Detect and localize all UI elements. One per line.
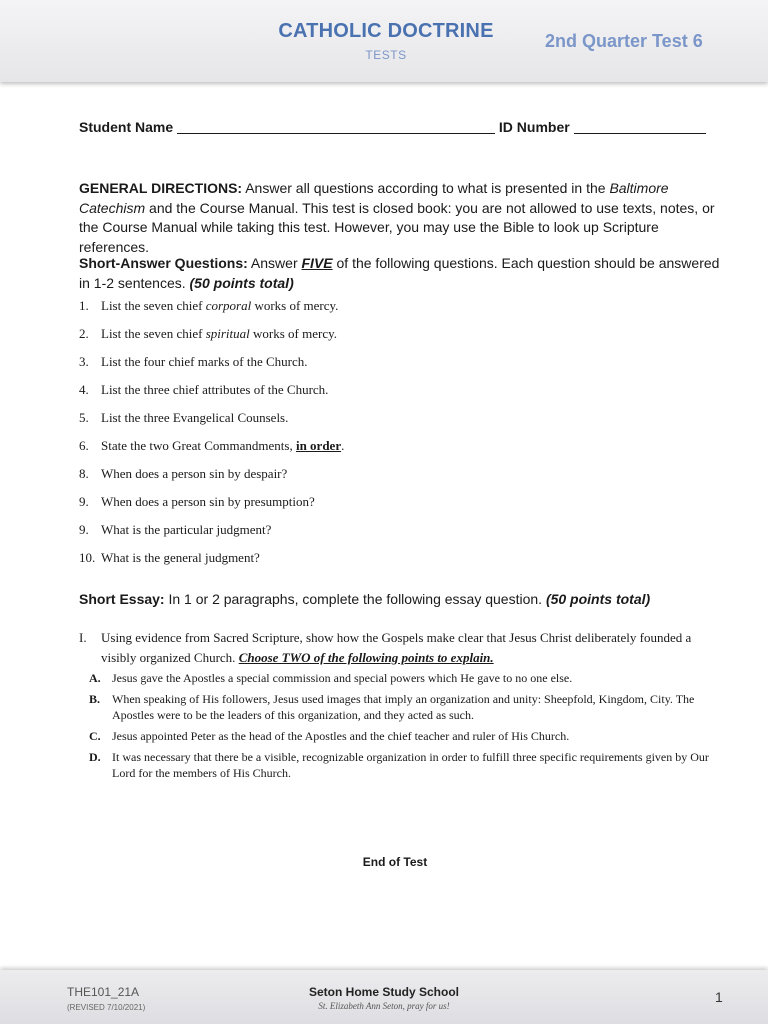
directions-label: GENERAL DIRECTIONS:	[79, 180, 243, 196]
page-footer	[0, 970, 768, 1024]
short-answer-intro	[79, 254, 729, 293]
essay-option-text: It was necessary that there be a visible, recognizable organization in order to fulfill three specific requirements given by Our Lord for the members of His Church.	[112, 750, 709, 780]
question-text	[101, 493, 315, 511]
question-text-main: What is the general judgment?	[101, 550, 260, 565]
question-number: 6.	[79, 438, 89, 453]
directions-text-before: Answer all questions according to what is presented in the	[245, 180, 606, 196]
student-info-line	[79, 119, 739, 135]
general-directions	[79, 179, 729, 257]
page-header	[0, 0, 768, 82]
question-item	[79, 465, 729, 493]
question-item	[79, 549, 729, 577]
id-number-label: ID Number	[498, 119, 570, 135]
question-text-main: List the seven chief	[101, 326, 203, 341]
short-essay-text: In 1 or 2 paragraphs, complete the following essay question.	[168, 591, 543, 607]
question-text	[101, 521, 271, 539]
essay-option	[89, 691, 729, 723]
question-number: 2.	[79, 326, 89, 341]
page-number: 1	[715, 989, 723, 1005]
book-title: Baltimore Catechism	[79, 180, 669, 216]
short-answer-text-after: of the following questions. Each question should be answered in 1-2 sentences.	[79, 255, 720, 291]
question-text-main: List the seven chief	[101, 298, 203, 313]
essay-option-letter: B.	[89, 692, 101, 706]
question-text	[101, 381, 328, 399]
question-number: 9.	[79, 522, 89, 537]
test-name: 2nd Quarter Test 6	[545, 31, 703, 51]
short-essay-points: (50 points total)	[545, 591, 651, 607]
revision-date: (REVISED 7/10/2021)	[67, 1003, 146, 1012]
question-item	[79, 325, 729, 353]
short-essay-label: Short Essay:	[79, 591, 165, 607]
end-of-test: End of Test	[362, 855, 428, 869]
question-number: 3.	[79, 354, 89, 369]
question-text-main: When does a person sin by despair?	[101, 466, 288, 481]
course-title: CATHOLIC DOCTRINE	[278, 20, 494, 42]
essay-option-text: Jesus gave the Apostles a special commission and special powers which He gave to no one else.	[112, 671, 573, 685]
question-number: 10.	[79, 550, 96, 565]
question-item	[79, 381, 729, 409]
question-text-strong: in order	[295, 438, 342, 453]
essay-option-letter: C.	[89, 729, 101, 743]
question-text-end: works of mercy.	[254, 298, 339, 313]
question-text-main: State the two Great Commandments,	[101, 438, 293, 453]
essay-option	[89, 749, 729, 781]
question-item	[79, 297, 729, 325]
question-text-end: .	[341, 438, 345, 453]
directions-text-after: and the Course Manual. This test is closed book: you are not allowed to use texts, notes, or the Course Manual while taking this test. However, you may use the Bible to look up Scripture references.	[79, 199, 715, 255]
question-text-main: What is the particular judgment?	[101, 522, 272, 537]
question-text	[101, 353, 308, 371]
question-number: 5.	[79, 410, 89, 425]
essay-option-text: Jesus appointed Peter as the head of the Apostles and the chief teacher and ruler of His Church.	[112, 729, 570, 743]
question-text-emphasis: corporal	[205, 298, 252, 313]
course-code: THE101_21A	[67, 985, 140, 999]
student-name-label: Student Name	[79, 119, 174, 135]
question-number: 4.	[79, 382, 89, 397]
question-text-main: List the four chief marks of the Church.	[101, 354, 308, 369]
question-text	[101, 409, 288, 427]
question-text-main: List the three chief attributes of the Church.	[101, 382, 329, 397]
school-motto: St. Elizabeth Ann Seton, pray for us!	[318, 1001, 450, 1011]
school-name: Seton Home Study School	[308, 985, 459, 999]
essay-options-list	[89, 670, 729, 786]
essay-option	[89, 728, 729, 744]
question-text	[101, 437, 344, 455]
question-text-emphasis: spiritual	[205, 326, 250, 341]
question-text-main: List the three Evangelical Counsels.	[101, 410, 289, 425]
question-text-end: works of mercy.	[253, 326, 338, 341]
question-number: 8.	[79, 466, 89, 481]
essay-option-letter: A.	[89, 671, 101, 685]
essay-question-number: I.	[79, 630, 87, 645]
question-text	[101, 325, 337, 343]
course-subtitle: TESTS	[365, 48, 407, 62]
question-text-main: When does a person sin by presumption?	[101, 494, 315, 509]
question-number: 9.	[79, 494, 89, 509]
essay-option	[89, 670, 729, 686]
question-number: 1.	[79, 298, 89, 313]
short-answer-emphasis: FIVE	[301, 255, 333, 271]
short-answer-label: Short-Answer Questions:	[79, 255, 248, 271]
question-item	[79, 493, 729, 521]
essay-option-letter: D.	[89, 750, 101, 764]
short-answer-text-before: Answer	[250, 255, 298, 271]
question-item	[79, 409, 729, 437]
question-item	[79, 353, 729, 381]
id-number-field[interactable]	[574, 119, 706, 134]
essay-question-emphasis: Choose TWO of the following points to explain.	[238, 650, 494, 665]
student-name-field[interactable]	[177, 119, 495, 134]
short-answer-points: (50 points total)	[189, 274, 294, 291]
short-essay-intro	[79, 590, 739, 610]
essay-option-text: When speaking of His followers, Jesus used images that imply an organization and unity: Sheepfold, Kingdom, City. The Apostles were to be the leaders of this organization, and they acted as such.	[112, 692, 695, 722]
question-item	[79, 437, 729, 465]
question-item	[79, 521, 729, 549]
short-answer-question-list	[79, 297, 729, 577]
question-text	[101, 297, 338, 315]
question-text	[101, 549, 260, 567]
essay-question-text: Using evidence from Sacred Scripture, show how the Gospels make clear that Jesus Christ deliberately founded a visibly organized Church.	[101, 630, 692, 665]
question-text	[101, 465, 287, 483]
